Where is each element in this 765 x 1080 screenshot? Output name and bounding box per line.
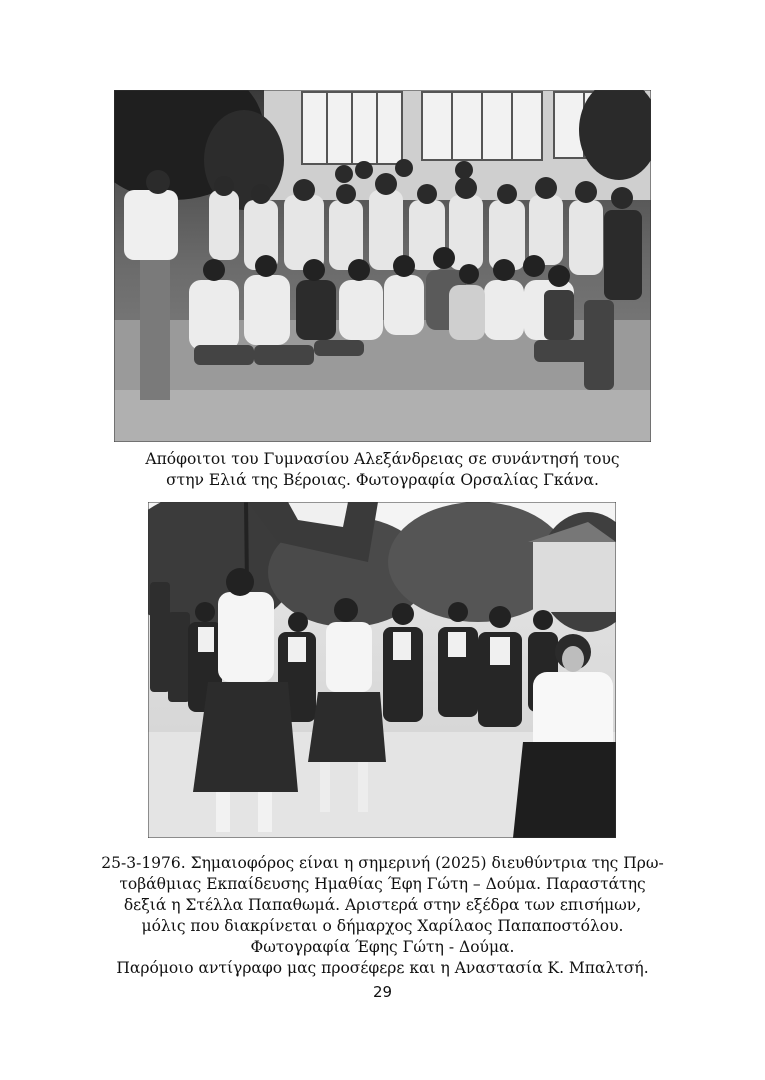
parade-photo (148, 502, 616, 838)
caption-line: μόλις που διακρίνεται ο δήμαρχος Χαρίλαος Παπαποστόλου. (141, 917, 624, 935)
caption-line: δεξιά η Στέλλα Παπαθωμά. Αριστερά στην εξέδρα των επισήμων, (123, 896, 642, 914)
caption-line: στην Ελιά της Βέροιας. Φωτογραφία Ορσαλίας Γκάνα. (166, 471, 599, 489)
caption-line: Παρόμοιο αντίγραφο μας προσέφερε και η Αναστασία Κ. Μπαλτσή. (116, 959, 649, 977)
photo2-caption (60, 853, 705, 979)
caption-line: Απόφοιτοι του Γυμνασίου Αλεξάνδρειας σε συνάντησή τους (145, 450, 620, 468)
caption-line: τοβάθμιας Εκπαίδευσης Ημαθίας Έφη Γώτη – Δούμα. Παραστάτης (119, 875, 646, 893)
page-number: 29 (372, 983, 393, 1001)
caption-line: Φωτογραφία Έφης Γώτη - Δούμα. (250, 938, 515, 956)
graduates-group-photo (114, 90, 651, 442)
photo1-caption (60, 449, 705, 491)
caption-line: 25-3-1976. Σημαιοφόρος είναι η σημερινή (2025) διευθύντρια της Πρω- (101, 854, 664, 872)
